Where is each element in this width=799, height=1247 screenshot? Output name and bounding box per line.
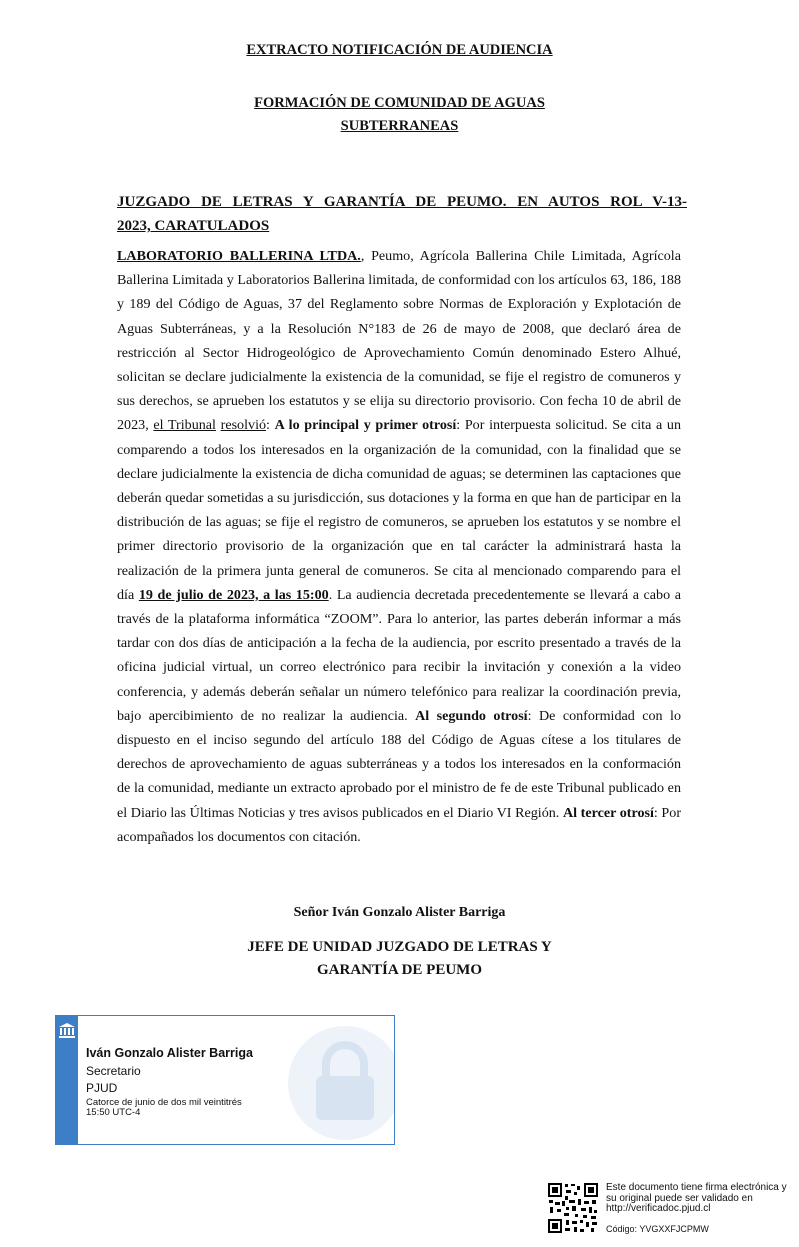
electronic-signature-box (55, 1015, 395, 1145)
signature-date: Catorce de junio de dos mil veintitrés (86, 1097, 242, 1108)
tribunal-text: el Tribunal (153, 417, 216, 434)
verification-notice (606, 1183, 792, 1234)
signature-time: 15:50 UTC-4 (86, 1107, 141, 1118)
notice-body: LABORATORIO BALLERINA LTDA., Peumo, Agrícola Ballerina Chile Limitada, Agrícola Ballerina Limitada y Laboratorios Ballerina limitada, de conformidad con los artículos 63, 186, 188 y 189 del Código de Aguas, 37 del Reglamento sobre Normas de Exploración y Explotación de Aguas Subterráneas, y a la Resolución N°183 de 26 de mayo de 2008, que declaró área de restricción al Sector Hidrogeológico de Aprovechamiento Común denominado Estero Alhué, solicitan se declare judicialmente la existencia de la comunidad, se fije el registro de comuneros y sus derechos, se aprueben los estatutos y se elija su directorio provisorio. Con fecha 10 de abril de 2023, el Tribunal resolvió: A lo principal y primer otrosí: Por interpuesta solicitud. Se cita a un comparendo a todos los interesados en la organización de la comunidad, con la finalidad que se declare judicialmente la existencia de dicha comunidad de aguas; se determinen las captaciones que deberán quedar sometidas a su jurisdicción, sus dotaciones y la forma en que han de participar en la distribución de las aguas; se fije el registro de comuneros, se aprueben los estatutos y se nombre el primer directorio provisorio de la organización que en tal carácter la administrará hasta la realización de la primera junta general de comuneros. Se cita al mencionado comparendo para el día 19 de julio de 2023, a las 15:00. La audiencia decretada precedentemente se llevará a cabo a través de la plataforma informática “ZOOM”. Para lo anterior, las partes deberán informar a más tardar con dos días de anticipación a la fecha de la audiencia, por escrito presentado a través de la oficina judicial virtual, un correo electrónico para recibir la invitación y conexión a la video conferencia, y además deberán señalar un número telefónico para realizar la coordinación previa, bajo apercibimiento de no realizar la audiencia. Al segundo otrosí: De conformidad con lo dispuesto en el inciso segundo del artículo 188 del Código de Aguas cítese a los titulares de derechos de aprovechamiento de aguas subterráneas y a todos los interesados en la conformación de la comunidad, mediante un extracto aprobado por el ministro de fe de este Tribunal publicado en el Diario las Últimas Noticias y tres avisos publicados en el Diario VI Región. Al tercer otrosí: Por acompañados los documentos con citación. (117, 248, 682, 845)
signer-name: Señor Iván Gonzalo Alister Barriga (293, 905, 506, 920)
case-heading-line1: JUZGADO DE LETRAS Y GARANTÍA DE PEUMO. EN AUTOS ROL V-13- (117, 194, 687, 210)
signature-signer-name: Iván Gonzalo Alister Barriga (86, 1046, 253, 1060)
hearing-date: 19 de julio de 2023, a las 15:00 (138, 586, 329, 603)
resolvio-text: resolvió (220, 417, 267, 434)
qr-code-icon (547, 1182, 599, 1234)
segundo-clause: Al segundo otrosí (415, 707, 528, 724)
subject-title-line1: FORMACIÓN DE COMUNIDAD DE AGUAS (254, 95, 545, 111)
party-name: LABORATORIO BALLERINA LTDA. (117, 248, 361, 264)
signer-role-line2: GARANTÍA DE PEUMO (316, 962, 482, 978)
courthouse-icon (58, 1022, 76, 1040)
signature-accent-bar (56, 1016, 78, 1144)
body-segment-5: : Por acompañados los documentos con citación. (117, 804, 682, 845)
tercero-clause: Al tercer otrosí (562, 804, 654, 821)
signer-role-line1: JEFE DE UNIDAD JUZGADO DE LETRAS Y (247, 939, 552, 955)
body-segment-2: : Por interpuesta solicitud. Se cita a un comparendo a todos los interesados en la organización de la comunidad, con la finalidad que se declare judicialmente la existencia de dicha comunidad de aguas; se determinen las captaciones que deberán quedar sometidas a su jurisdicción, sus dotaciones y la forma en que han de participar en la distribución de las aguas; se fije el registro de comuneros, se aprueben los estatutos y se nombre el primer directorio provisorio de la organización que en tal carácter la administrará hasta la realización de la primera junta general de comuneros. Se cita al mencionado comparendo para el día (117, 417, 681, 603)
principal-clause: A lo principal y primer otrosí (274, 417, 457, 434)
lock-watermark-icon (286, 1024, 395, 1142)
verification-text: Este documento tiene firma electrónica y su original puede ser validado en http://verificadoc.pjud.cl (606, 1182, 787, 1214)
subject-title-line2: SUBTERRANEAS (340, 118, 459, 134)
case-heading-line2: 2023, CARATULADOS (117, 218, 270, 234)
body-segment-4: : De conformidad con lo dispuesto en el inciso segundo del artículo 188 del Código de Aguas cítese a los titulares de derechos de aprovechamiento de aguas subterráneas y a todos los interesados en la conformación de la comunidad, mediante un extracto aprobado por el ministro de fe de este Tribunal publicado en el Diario las Últimas Noticias y tres avisos publicados en el Diario VI Región. (117, 707, 681, 821)
body-segment-3: . La audiencia decretada precedentemente se llevará a cabo a través de la plataforma informática “ZOOM”. Para lo anterior, las partes deberán informar a más tardar con dos días de anticipación a la fecha de la audiencia, por escrito presentado a través de la oficina judicial virtual, un correo electrónico para recibir la invitación y conexión a la video conferencia, y además deberán señalar un número telefónico para realizar la coordinación previa, bajo apercibimiento de no realizar la audiencia. (117, 586, 681, 724)
signature-org: PJUD (86, 1081, 118, 1095)
verification-code: Código: YVGXXFJCPMW (606, 1223, 709, 1234)
notice-title: EXTRACTO NOTIFICACIÓN DE AUDIENCIA (246, 42, 553, 58)
signature-position: Secretario (86, 1064, 141, 1078)
body-segment-1: , Peumo, Agrícola Ballerina Chile Limitada, Agrícola Ballerina Limitada y Laboratorios Ballerina limitada, de conformidad con los artículos 63, 186, 188 y 189 del Código de Aguas, 37 del Reglamento sobre Normas de Exploración y Explotación de Aguas Subterráneas, y a la Resolución N°183 de 26 de mayo de 2008, que declaró área de restricción al Sector Hidrogeológico de Aprovechamiento Común denominado Estero Alhué, solicitan se declare judicialmente la existencia de la comunidad, se fije el registro de comuneros y sus derechos, se aprueben los estatutos y se elija su directorio provisorio. Con fecha 10 de abril de 2023, (117, 248, 681, 434)
